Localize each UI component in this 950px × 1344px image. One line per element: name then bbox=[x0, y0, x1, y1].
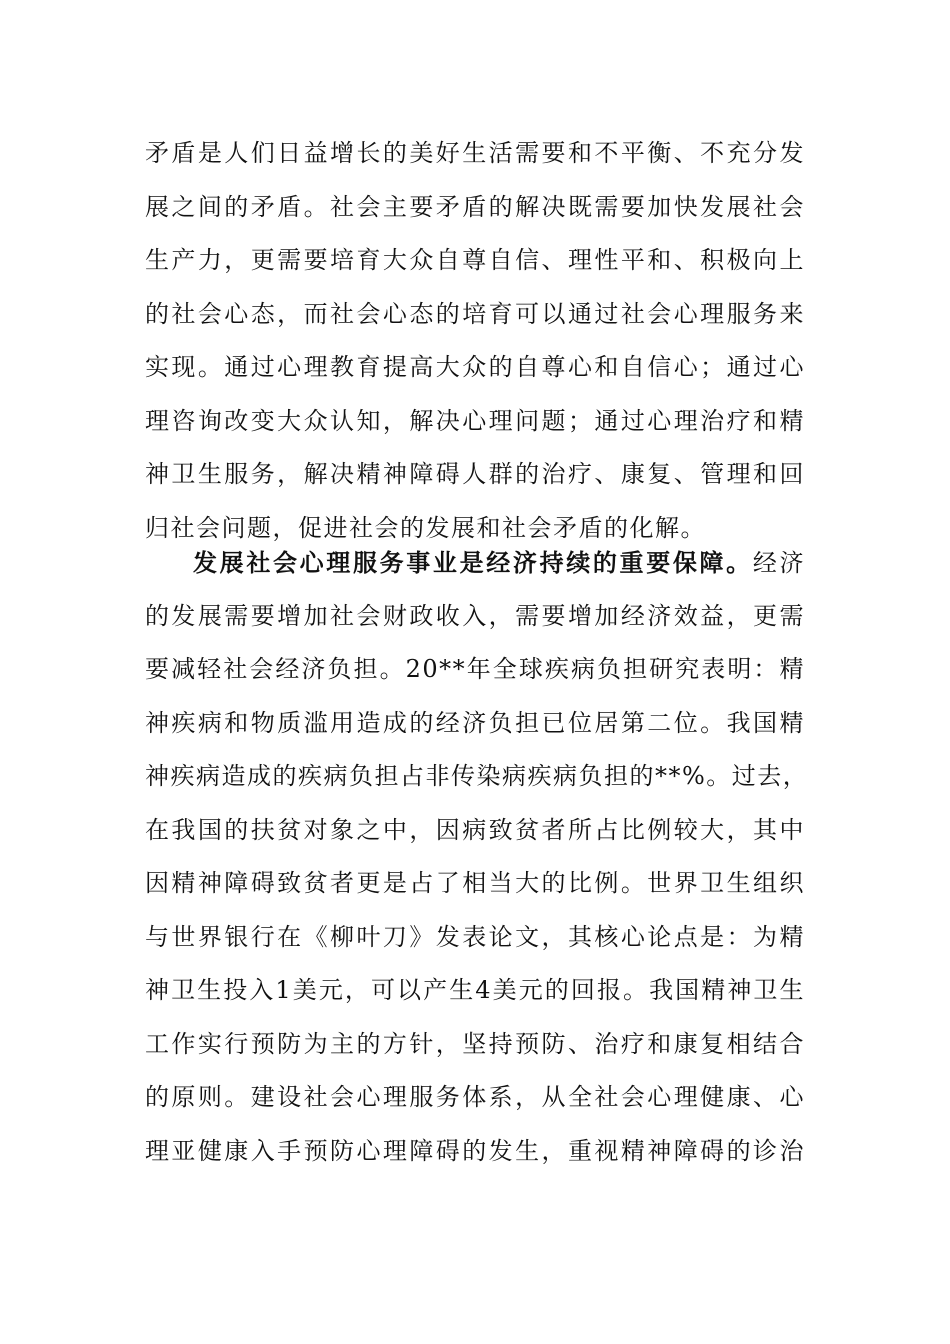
text-line: 矛盾是人们日益增长的美好生活需要和不平衡、不充分发 bbox=[145, 139, 805, 167]
text-line: 的发展需要增加社会财政收入，需要增加经济效益，更需 bbox=[145, 601, 805, 630]
text-line: 生产力，更需要培育大众自尊自信、理性平和、积极向上 bbox=[145, 246, 805, 274]
text-line: 理咨询改变大众认知，解决心理问题；通过心理治疗和精 bbox=[145, 406, 805, 435]
text-line: 神卫生服务，解决精神障碍人群的治疗、康复、管理和回 bbox=[145, 460, 805, 488]
text-line: 理亚健康入手预防心理障碍的发生，重视精神障碍的诊治 bbox=[145, 1136, 805, 1165]
text-line: 实现。通过心理教育提高大众的自尊心和自信心；通过心 bbox=[145, 353, 805, 381]
text-line: 因精神障碍致贫者更是占了相当大的比例。世界卫生组织 bbox=[145, 869, 805, 897]
text-line: 与世界银行在《柳叶刀》发表论文，其核心论点是：为精 bbox=[145, 922, 805, 951]
text-line: 神卫生投入1美元，可以产生4美元的回报。我国精神卫生 bbox=[145, 976, 805, 1004]
text-line: 展之间的矛盾。社会主要矛盾的解决既需要加快发展社会 bbox=[145, 192, 805, 221]
paragraph-heading: 发展社会心理服务事业是经济持续的重要保障。 bbox=[193, 548, 753, 577]
paragraph-2 bbox=[145, 536, 809, 1178]
text-line: 的社会心态，而社会心态的培育可以通过社会心理服务来 bbox=[145, 299, 805, 328]
text-line: 神疾病和物质滥用造成的经济负担已位居第二位。我国精 bbox=[145, 708, 805, 737]
paragraph-1 bbox=[145, 127, 805, 555]
text-line: 在我国的扶贫对象之中，因病致贫者所占比例较大，其中 bbox=[145, 815, 805, 844]
text-line: 工作实行预防为主的方针，坚持预防、治疗和康复相结合 bbox=[145, 1029, 805, 1058]
first-line-text: 经济 bbox=[752, 549, 806, 577]
text-line: 神疾病造成的疾病负担占非传染病疾病负担的**%。过去， bbox=[145, 762, 809, 790]
text-line: 归社会问题，促进社会的发展和社会矛盾的化解。 bbox=[145, 513, 706, 542]
paragraph-first-line bbox=[145, 536, 805, 590]
text-line: 要减轻社会经济负担。20**年全球疾病负担研究表明：精 bbox=[145, 655, 805, 683]
text-line: 的原则。建设社会心理服务体系，从全社会心理健康、心 bbox=[145, 1083, 805, 1111]
